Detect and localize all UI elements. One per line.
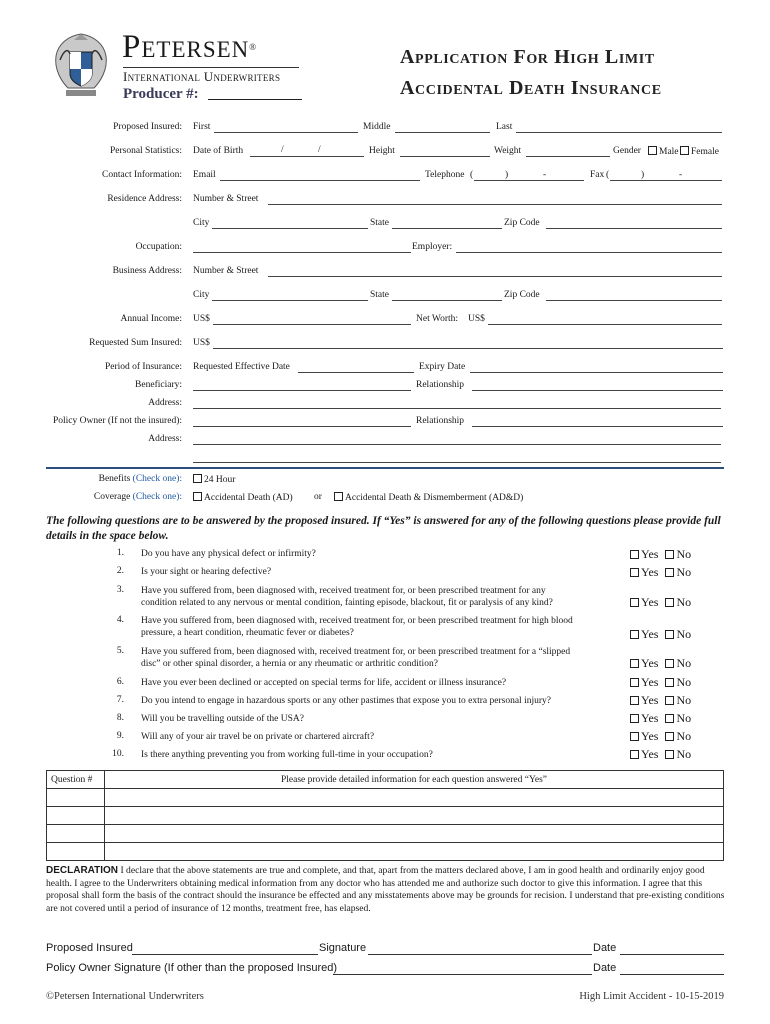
- table-row[interactable]: [47, 825, 724, 843]
- yes-option[interactable]: [630, 675, 658, 689]
- row-requested-sum: [0, 338, 770, 352]
- fax-label: Fax: [590, 170, 605, 180]
- policy-owner-field[interactable]: [193, 426, 411, 427]
- proposed-insured-sig-label: Proposed Insured: [46, 942, 133, 954]
- yes-option[interactable]: [630, 595, 658, 609]
- yes-checkbox[interactable]: [630, 568, 639, 577]
- no-option[interactable]: [665, 729, 691, 743]
- yes-option[interactable]: [630, 729, 658, 743]
- row-benefits: [0, 474, 770, 488]
- telephone-paren-close: ): [505, 170, 509, 180]
- occupation-field[interactable]: [193, 252, 411, 253]
- yes-checkbox[interactable]: [630, 678, 639, 687]
- net-worth-label: Net Worth:: [416, 314, 459, 324]
- yes-option[interactable]: [630, 656, 658, 670]
- beneficiary-relationship-label: Relationship: [416, 380, 465, 390]
- male-option[interactable]: Male: [648, 146, 679, 157]
- yes-checkbox[interactable]: [630, 750, 639, 759]
- personal-stats-label: Personal Statistics:: [109, 146, 182, 156]
- coverage-add-checkbox[interactable]: [334, 492, 343, 501]
- row-address-2: [0, 434, 770, 448]
- residence-city-field[interactable]: [212, 228, 368, 229]
- question-number-header: Question #: [47, 771, 105, 789]
- question-number: 5.: [116, 646, 124, 656]
- row-coverage: [0, 492, 770, 506]
- no-label: No: [676, 656, 692, 670]
- fax-field[interactable]: [610, 180, 722, 181]
- declaration-title: DECLARATION: [46, 865, 119, 876]
- net-worth-currency: US$: [468, 314, 485, 324]
- middle-name-field[interactable]: [395, 132, 490, 133]
- row-business-street: [0, 266, 770, 280]
- telephone-dash: -: [543, 170, 547, 180]
- no-label: No: [676, 693, 692, 707]
- telephone-label: Telephone: [425, 170, 465, 180]
- business-street-field[interactable]: [268, 276, 722, 277]
- signature-field[interactable]: [368, 954, 592, 955]
- occupation-label: Occupation:: [135, 242, 182, 252]
- yes-no-options: [630, 747, 691, 762]
- no-checkbox[interactable]: [665, 714, 674, 723]
- effective-date-field[interactable]: [298, 372, 414, 373]
- table-row: [47, 771, 724, 789]
- row-period: [0, 362, 770, 376]
- no-checkbox[interactable]: [665, 750, 674, 759]
- date-field[interactable]: [620, 954, 724, 955]
- no-label: No: [676, 595, 692, 609]
- no-checkbox[interactable]: [665, 550, 674, 559]
- fax-paren: (: [606, 170, 610, 180]
- yes-option[interactable]: [630, 547, 658, 561]
- no-option[interactable]: [665, 656, 691, 670]
- row-annual-income: [0, 314, 770, 328]
- business-zip-label: Zip Code: [504, 290, 540, 300]
- question-number: 8.: [116, 713, 124, 723]
- yes-checkbox[interactable]: [630, 696, 639, 705]
- no-checkbox[interactable]: [665, 678, 674, 687]
- row-address-1: [0, 398, 770, 412]
- yes-no-options: [630, 729, 691, 744]
- owner-address-field-1[interactable]: [193, 444, 721, 445]
- yes-no-options: [630, 693, 691, 708]
- no-checkbox[interactable]: [665, 630, 674, 639]
- question-text: Is your sight or hearing defective?: [141, 567, 272, 577]
- details-cell[interactable]: [105, 843, 724, 861]
- yes-label: Yes: [641, 747, 659, 761]
- signature-label: Signature: [319, 942, 367, 954]
- middle-label: Middle: [363, 122, 391, 132]
- email-field[interactable]: [220, 180, 420, 181]
- no-label: No: [676, 711, 692, 725]
- no-option[interactable]: [665, 547, 691, 561]
- dob-slash-1: /: [281, 145, 284, 155]
- declaration-text: I declare that the above statements are true and complete, and that, apart from the matters declared above, I am in good health and ordinarily enjoy good health. I agree to the Underwriters obtaining medical information from any doctor who has attended me and authorize such doctor to give this information. I agree that this proposal shall form the basis of the contract should the insurance be effected and any misstatements above may be grounds for recision. I understand that pre-existing conditions are not covered until a period of insurance of 12 months, treatment free, has elapsed.: [46, 865, 725, 914]
- yes-label: Yes: [641, 627, 659, 641]
- fax-dash: -: [679, 170, 683, 180]
- yes-option[interactable]: [630, 747, 658, 761]
- date2-label: Date: [593, 962, 617, 974]
- residence-city-label: City: [193, 218, 210, 228]
- contact-label: Contact Information:: [102, 170, 182, 180]
- no-checkbox[interactable]: [665, 732, 674, 741]
- residence-label: Residence Address:: [107, 194, 182, 204]
- question-number-cell[interactable]: [47, 807, 105, 825]
- owner-relationship-label: Relationship: [416, 416, 465, 426]
- table-row[interactable]: [47, 843, 724, 861]
- row-residence-street: [0, 194, 770, 208]
- no-checkbox[interactable]: [665, 659, 674, 668]
- business-state-label: State: [370, 290, 389, 300]
- first-name-field[interactable]: [214, 132, 358, 133]
- beneficiary-label: Beneficiary:: [135, 380, 182, 390]
- beneficiary-field[interactable]: [193, 390, 411, 391]
- first-label: First: [193, 122, 211, 132]
- dob-slash-2: /: [318, 145, 321, 155]
- yes-option[interactable]: [630, 565, 658, 579]
- annual-income-field[interactable]: [213, 324, 411, 325]
- residence-zip-label: Zip Code: [504, 218, 540, 228]
- yes-label: Yes: [641, 711, 659, 725]
- details-header: Please provide detailed information for each question answered “Yes”: [105, 771, 724, 789]
- fax-paren-close: ): [641, 170, 645, 180]
- yes-checkbox[interactable]: [630, 732, 639, 741]
- no-option[interactable]: [665, 627, 691, 641]
- question-text: Is there anything preventing you from working full-time in your occupation?: [141, 750, 433, 760]
- last-label: Last: [496, 122, 513, 132]
- details-table: [46, 770, 724, 861]
- row-contact: [0, 170, 770, 184]
- yes-label: Yes: [641, 565, 659, 579]
- net-worth-field[interactable]: [488, 324, 722, 325]
- row-residence-city: [0, 218, 770, 232]
- coverage-or: or: [314, 492, 322, 502]
- business-street-label: Number & Street: [193, 266, 259, 276]
- no-option[interactable]: [665, 565, 691, 579]
- coverage-ad-option[interactable]: Accidental Death (AD): [193, 492, 293, 503]
- footer-right: High Limit Accident - 10-15-2019: [579, 991, 724, 1002]
- no-checkbox[interactable]: [665, 696, 674, 705]
- proposed-insured-label: Proposed Insured:: [113, 122, 182, 132]
- yes-no-options: [630, 595, 691, 610]
- no-option[interactable]: [665, 675, 691, 689]
- no-label: No: [676, 729, 692, 743]
- table-row[interactable]: [47, 789, 724, 807]
- email-label: Email: [193, 170, 216, 180]
- no-option[interactable]: [665, 711, 691, 725]
- row-occupation: [0, 242, 770, 256]
- producer-label: Producer #:: [123, 86, 199, 102]
- question-number: 1.: [116, 548, 124, 558]
- yes-checkbox[interactable]: [630, 598, 639, 607]
- question-number: 3.: [116, 585, 124, 595]
- employer-field[interactable]: [456, 252, 722, 253]
- yes-label: Yes: [641, 656, 659, 670]
- yes-no-options: [630, 565, 691, 580]
- form-title: Application For High Limit Accidental Death Insurance: [400, 46, 662, 99]
- question-number: 6.: [116, 677, 124, 687]
- residence-street-label: Number & Street: [193, 194, 259, 204]
- signature-row-1: [46, 942, 726, 958]
- employer-label: Employer:: [412, 242, 453, 252]
- female-option[interactable]: Female: [680, 146, 719, 157]
- residence-zip-field[interactable]: [546, 228, 722, 229]
- beneficiary-relationship-field[interactable]: [472, 390, 723, 391]
- question-text: Have you suffered from, been diagnosed with, received treatment for, or been prescribed treatment for a “slipped disc” or other spinal disorder, a hernia or any rheumatic or arthritic condition?: [141, 647, 571, 669]
- business-city-field[interactable]: [212, 300, 368, 301]
- yes-checkbox[interactable]: [630, 630, 639, 639]
- question-text: Will any of your air travel be on private or chartered aircraft?: [141, 732, 375, 742]
- income-currency: US$: [193, 314, 210, 324]
- row-beneficiary: [0, 380, 770, 394]
- row-policy-owner: [0, 416, 770, 430]
- last-name-field[interactable]: [516, 132, 722, 133]
- question-text: Will you be travelling outside of the USA?: [141, 714, 304, 724]
- sum-currency: US$: [193, 338, 210, 348]
- owner-address-label: Address:: [148, 434, 182, 444]
- annual-income-label: Annual Income:: [120, 314, 182, 324]
- owner-relationship-field[interactable]: [472, 426, 723, 427]
- question-number: 10.: [112, 749, 124, 759]
- male-checkbox[interactable]: [648, 146, 657, 155]
- row-proposed-insured: [0, 122, 770, 136]
- yes-option[interactable]: [630, 711, 658, 725]
- no-checkbox[interactable]: [665, 598, 674, 607]
- policy-owner-sig-field[interactable]: [333, 974, 592, 975]
- beneficiary-address-label: Address:: [148, 398, 182, 408]
- footer-left: ©Petersen International Underwriters: [46, 991, 204, 1002]
- weight-field[interactable]: [526, 156, 610, 157]
- question-number-cell[interactable]: [47, 825, 105, 843]
- yes-no-options: [630, 675, 691, 690]
- signature-row-2: [46, 962, 726, 978]
- date2-field[interactable]: [620, 974, 724, 975]
- no-option[interactable]: [665, 693, 691, 707]
- company-logo-crest: [48, 30, 114, 102]
- period-label: Period of Insurance:: [104, 362, 182, 372]
- business-state-field[interactable]: [392, 300, 502, 301]
- details-cell[interactable]: [105, 825, 724, 843]
- company-name: Petersen®: [122, 29, 258, 65]
- gender-label: Gender: [613, 146, 641, 156]
- residence-state-label: State: [370, 218, 389, 228]
- benefits-label: Benefits (Check one):: [98, 474, 182, 484]
- business-city-label: City: [193, 290, 210, 300]
- business-label: Business Address:: [112, 266, 182, 276]
- residence-state-field[interactable]: [392, 228, 502, 229]
- no-checkbox[interactable]: [665, 568, 674, 577]
- effective-date-label: Requested Effective Date: [193, 362, 290, 372]
- no-option[interactable]: [665, 747, 691, 761]
- section-divider: [46, 467, 724, 469]
- table-row[interactable]: [47, 807, 724, 825]
- yes-label: Yes: [641, 729, 659, 743]
- yes-option[interactable]: [630, 693, 658, 707]
- yes-checkbox[interactable]: [630, 659, 639, 668]
- no-label: No: [676, 675, 692, 689]
- question-text: Have you ever been declined or accepted on special terms for life, accident or illness insurance?: [141, 678, 507, 688]
- yes-no-options: [630, 656, 691, 671]
- expiry-date-label: Expiry Date: [419, 362, 466, 372]
- question-text: Have you suffered from, been diagnosed with, received treatment for, or been prescribed treatment for any condition related to any nervous or mental condition, fainting episode, blackout, fit or paralysis of any kind?: [141, 586, 553, 608]
- producer-field[interactable]: [208, 98, 302, 100]
- requested-sum-field[interactable]: [213, 348, 723, 349]
- yes-no-options: [630, 711, 691, 726]
- policy-owner-label: Policy Owner (If not the insured):: [52, 416, 182, 426]
- yes-label: Yes: [641, 675, 659, 689]
- question-number: 2.: [116, 566, 124, 576]
- no-label: No: [676, 747, 692, 761]
- question-number: 4.: [116, 615, 124, 625]
- row-business-city: [0, 290, 770, 304]
- dob-label: Date of Birth: [193, 146, 244, 156]
- question-number-cell[interactable]: [47, 843, 105, 861]
- no-label: No: [676, 547, 692, 561]
- yes-no-options: [630, 627, 691, 642]
- no-label: No: [676, 627, 692, 641]
- benefit-24-hour-option[interactable]: 24 Hour: [193, 474, 235, 485]
- instructions-text: The following questions are to be answered by the proposed insured. If “Yes” is answered for any of the following questions please provide full details in the space below.: [46, 515, 721, 542]
- company-subtitle: International Underwriters: [123, 67, 299, 85]
- question-number: 7.: [116, 695, 124, 705]
- details-cell[interactable]: [105, 789, 724, 807]
- dob-field[interactable]: [250, 156, 364, 157]
- proposed-insured-sig-field[interactable]: [132, 954, 318, 955]
- residence-street-field[interactable]: [268, 204, 722, 205]
- height-label: Height: [369, 146, 395, 156]
- yes-label: Yes: [641, 693, 659, 707]
- question-number: 9.: [116, 731, 124, 741]
- weight-label: Weight: [494, 146, 522, 156]
- benefit-24-hour-checkbox[interactable]: [193, 474, 202, 483]
- requested-sum-label: Requested Sum Insured:: [89, 338, 182, 348]
- coverage-ad-checkbox[interactable]: [193, 492, 202, 501]
- owner-address-field-2[interactable]: [193, 462, 721, 463]
- coverage-add-option[interactable]: Accidental Death & Dismemberment (AD&D): [334, 492, 523, 503]
- expiry-date-field[interactable]: [470, 372, 723, 373]
- no-option[interactable]: [665, 595, 691, 609]
- coverage-label: Coverage (Check one):: [93, 492, 182, 502]
- details-cell[interactable]: [105, 807, 724, 825]
- row-personal-stats: [0, 146, 770, 160]
- yes-checkbox[interactable]: [630, 550, 639, 559]
- question-text: Do you have any physical defect or infirmity?: [141, 549, 316, 559]
- question-text: Do you intend to engage in hazardous sports or any other pastimes that expose you to extra personal injury?: [141, 696, 551, 706]
- yes-label: Yes: [641, 595, 659, 609]
- registered-mark: ®: [249, 42, 258, 52]
- policy-owner-sig-label: Policy Owner Signature (If other than the proposed Insured): [46, 962, 338, 974]
- height-field[interactable]: [400, 156, 490, 157]
- no-label: No: [676, 565, 692, 579]
- yes-label: Yes: [641, 547, 659, 561]
- date-label: Date: [593, 942, 617, 954]
- declaration: [46, 865, 726, 915]
- yes-option[interactable]: [630, 627, 658, 641]
- female-checkbox[interactable]: [680, 146, 689, 155]
- telephone-paren: (: [470, 170, 474, 180]
- question-text: Have you suffered from, been diagnosed with, received treatment for, or been prescribed treatment for high blood pressure, a heart condition, rheumatic fever or diabetes?: [141, 616, 573, 638]
- yes-no-options: [630, 547, 691, 562]
- business-zip-field[interactable]: [546, 300, 722, 301]
- question-number-cell[interactable]: [47, 789, 105, 807]
- telephone-field[interactable]: [474, 180, 584, 181]
- yes-checkbox[interactable]: [630, 714, 639, 723]
- beneficiary-address-field[interactable]: [193, 408, 721, 409]
